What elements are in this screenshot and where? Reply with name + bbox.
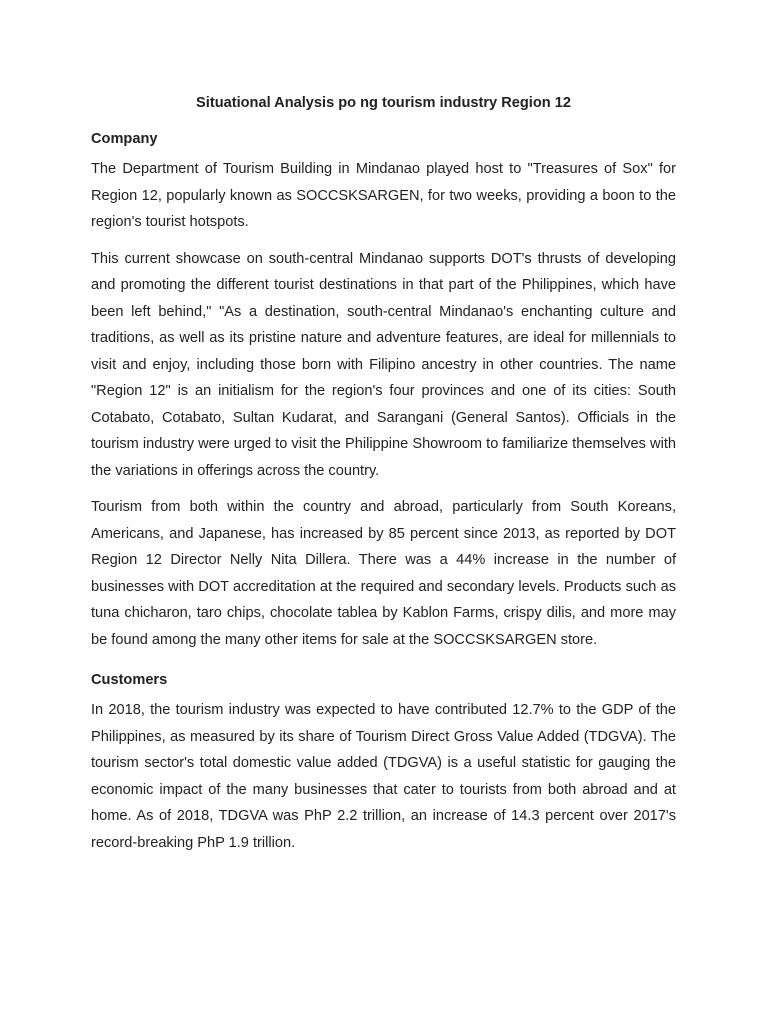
- section-heading-company: Company: [91, 131, 158, 147]
- company-paragraph-1: The Department of Tourism Building in Mindanao played host to "Treasures of Sox" for Region 12, popularly known as SOCCSKSARGEN, for two weeks, providing a boon to the region's tourist hotspots.: [91, 161, 676, 230]
- document-page: [91, 94, 676, 856]
- customers-paragraph-1: In 2018, the tourism industry was expected to have contributed 12.7% to the GDP of the Philippines, as measured by its share of Tourism Direct Gross Value Added (TDGVA). The tourism sector's total domestic value added (TDGVA) is a useful statistic for gauging the economic impact of the many businesses that cater to tourists from both abroad and at home. As of 2018, TDGVA was PhP 2.2 trillion, an increase of 14.3 percent over 2017's record-breaking PhP 1.9 trillion.: [91, 702, 676, 851]
- company-paragraph-2: This current showcase on south-central Mindanao supports DOT's thrusts of developing and promoting the different tourist destinations in that part of the Philippines, which have been left behind," "As a destination, south-central Mindanao's enchanting culture and traditions, as well as its pristine nature and adventure features, are ideal for millennials to visit and enjoy, including those born with Filipino ancestry in other countries. The name "Region 12" is an initialism for the region's four provinces and one of its cities: South Cotabato, Cotabato, Sultan Kudarat, and Sarangani (General Santos). Officials in the tourism industry were urged to visit the Philippine Showroom to familiarize themselves with the variations in offerings across the country.: [91, 250, 676, 479]
- company-paragraph-3: Tourism from both within the country and abroad, particularly from South Koreans, Americans, and Japanese, has increased by 85 percent since 2013, as reported by DOT Region 12 Director Nelly Nita Dillera. There was a 44% increase in the number of businesses with DOT accreditation at the required and secondary levels. Products such as tuna chicharon, taro chips, chocolate tablea by Kablon Farms, crispy dilis, and more may be found among the many other items for sale at the SOCCSKSARGEN store.: [91, 499, 676, 648]
- document-title: Situational Analysis po ng tourism industry Region 12: [196, 95, 571, 111]
- section-heading-customers: Customers: [91, 672, 168, 688]
